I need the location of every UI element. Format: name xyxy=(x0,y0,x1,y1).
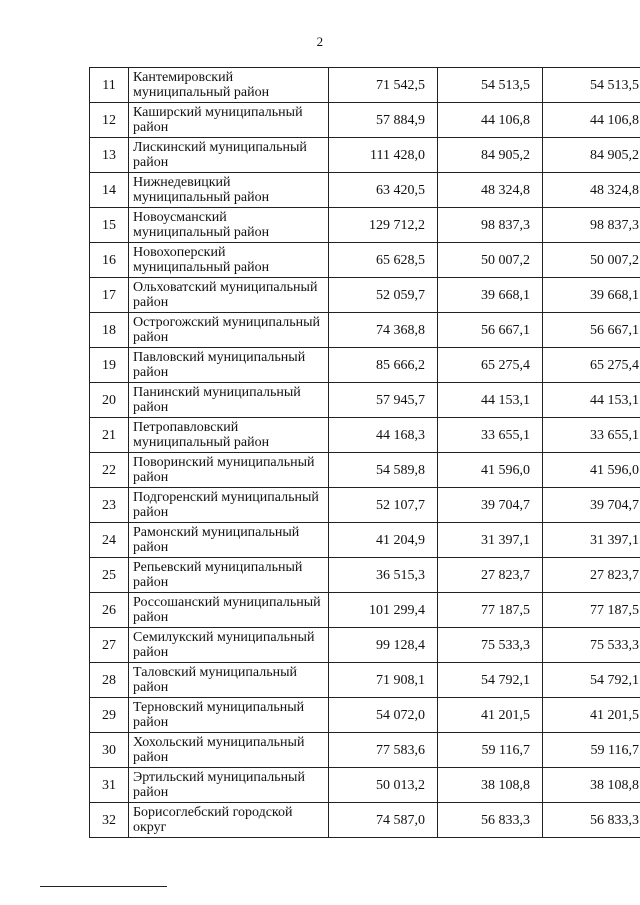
table-row xyxy=(90,523,640,558)
value-column-2: 50 007,2 xyxy=(438,243,543,278)
municipality-name: Кантемировский муниципальный район xyxy=(129,68,329,103)
table-row xyxy=(90,313,640,348)
table-row xyxy=(90,803,640,838)
value-column-2: 39 704,7 xyxy=(438,488,543,523)
row-number: 30 xyxy=(90,733,129,768)
value-column-1: 85 666,2 xyxy=(329,348,438,383)
row-number: 15 xyxy=(90,208,129,243)
value-column-3: 39 704,7 xyxy=(543,488,640,523)
table-row xyxy=(90,628,640,663)
municipality-name: Семилукский муниципальный район xyxy=(129,628,329,663)
value-column-2: 38 108,8 xyxy=(438,768,543,803)
value-column-3: 38 108,8 xyxy=(543,768,640,803)
row-number: 26 xyxy=(90,593,129,628)
row-number: 20 xyxy=(90,383,129,418)
municipality-name: Каширский муниципальный район xyxy=(129,103,329,138)
row-number: 11 xyxy=(90,68,129,103)
value-column-1: 99 128,4 xyxy=(329,628,438,663)
table-row xyxy=(90,138,640,173)
municipality-name: Таловский муниципальный район xyxy=(129,663,329,698)
value-column-1: 74 368,8 xyxy=(329,313,438,348)
value-column-3: 27 823,7 xyxy=(543,558,640,593)
value-column-3: 98 837,3 xyxy=(543,208,640,243)
value-column-1: 52 059,7 xyxy=(329,278,438,313)
value-column-1: 41 204,9 xyxy=(329,523,438,558)
page-number: 2 xyxy=(316,34,324,49)
value-column-3: 54 513,5 xyxy=(543,68,640,103)
value-column-1: 74 587,0 xyxy=(329,803,438,838)
municipality-name: Россошанский муниципальный район xyxy=(129,593,329,628)
value-column-2: 39 668,1 xyxy=(438,278,543,313)
value-column-1: 54 589,8 xyxy=(329,453,438,488)
table-row xyxy=(90,453,640,488)
value-column-1: 57 884,9 xyxy=(329,103,438,138)
value-column-3: 84 905,2 xyxy=(543,138,640,173)
table-row xyxy=(90,663,640,698)
value-column-3: 48 324,8 xyxy=(543,173,640,208)
value-column-3: 33 655,1 xyxy=(543,418,640,453)
value-column-1: 36 515,3 xyxy=(329,558,438,593)
municipality-name: Подгоренский муниципальный район xyxy=(129,488,329,523)
row-number: 12 xyxy=(90,103,129,138)
value-column-3: 56 833,3 xyxy=(543,803,640,838)
municipality-name: Хохольский муниципальный район xyxy=(129,733,329,768)
value-column-3: 44 106,8 xyxy=(543,103,640,138)
row-number: 23 xyxy=(90,488,129,523)
row-number: 16 xyxy=(90,243,129,278)
value-column-3: 59 116,7 xyxy=(543,733,640,768)
row-number: 19 xyxy=(90,348,129,383)
row-number: 28 xyxy=(90,663,129,698)
table-row xyxy=(90,488,640,523)
value-column-1: 111 428,0 xyxy=(329,138,438,173)
municipality-name: Петропавловский муниципальный район xyxy=(129,418,329,453)
value-column-2: 54 513,5 xyxy=(438,68,543,103)
table-row xyxy=(90,103,640,138)
table-row xyxy=(90,173,640,208)
value-column-1: 54 072,0 xyxy=(329,698,438,733)
value-column-3: 39 668,1 xyxy=(543,278,640,313)
table-body xyxy=(90,68,640,838)
municipality-name: Новохоперский муниципальный район xyxy=(129,243,329,278)
table-row xyxy=(90,418,640,453)
value-column-2: 84 905,2 xyxy=(438,138,543,173)
table-row xyxy=(90,733,640,768)
table-row xyxy=(90,593,640,628)
value-column-2: 98 837,3 xyxy=(438,208,543,243)
value-column-3: 44 153,1 xyxy=(543,383,640,418)
value-column-1: 101 299,4 xyxy=(329,593,438,628)
value-column-3: 65 275,4 xyxy=(543,348,640,383)
value-column-2: 75 533,3 xyxy=(438,628,543,663)
value-column-3: 41 201,5 xyxy=(543,698,640,733)
value-column-1: 71 908,1 xyxy=(329,663,438,698)
municipality-name: Панинский муниципальный район xyxy=(129,383,329,418)
row-number: 17 xyxy=(90,278,129,313)
value-column-1: 71 542,5 xyxy=(329,68,438,103)
table-row xyxy=(90,383,640,418)
value-column-3: 54 792,1 xyxy=(543,663,640,698)
table-row xyxy=(90,68,640,103)
municipality-name: Терновский муниципальный район xyxy=(129,698,329,733)
value-column-3: 56 667,1 xyxy=(543,313,640,348)
value-column-1: 52 107,7 xyxy=(329,488,438,523)
footnote-separator xyxy=(40,886,167,887)
municipality-name: Острогожский муниципальный район xyxy=(129,313,329,348)
value-column-2: 44 106,8 xyxy=(438,103,543,138)
municipality-name: Борисоглебский городской округ xyxy=(129,803,329,838)
row-number: 31 xyxy=(90,768,129,803)
row-number: 27 xyxy=(90,628,129,663)
municipality-name: Лискинский муниципальный район xyxy=(129,138,329,173)
value-column-1: 77 583,6 xyxy=(329,733,438,768)
table-row xyxy=(90,348,640,383)
value-column-2: 54 792,1 xyxy=(438,663,543,698)
value-column-1: 50 013,2 xyxy=(329,768,438,803)
value-column-2: 77 187,5 xyxy=(438,593,543,628)
row-number: 18 xyxy=(90,313,129,348)
value-column-2: 41 596,0 xyxy=(438,453,543,488)
value-column-2: 31 397,1 xyxy=(438,523,543,558)
row-number: 24 xyxy=(90,523,129,558)
value-column-3: 77 187,5 xyxy=(543,593,640,628)
value-column-1: 57 945,7 xyxy=(329,383,438,418)
value-column-3: 75 533,3 xyxy=(543,628,640,663)
value-column-2: 48 324,8 xyxy=(438,173,543,208)
value-column-1: 65 628,5 xyxy=(329,243,438,278)
value-column-1: 44 168,3 xyxy=(329,418,438,453)
municipality-name: Репьевский муниципальный район xyxy=(129,558,329,593)
municipality-name: Новоусманский муниципальный район xyxy=(129,208,329,243)
value-column-1: 63 420,5 xyxy=(329,173,438,208)
value-column-2: 44 153,1 xyxy=(438,383,543,418)
municipality-name: Рамонский муниципальный район xyxy=(129,523,329,558)
value-column-3: 41 596,0 xyxy=(543,453,640,488)
municipality-name: Эртильский муниципальный район xyxy=(129,768,329,803)
table-row xyxy=(90,243,640,278)
table-row xyxy=(90,278,640,313)
municipality-name: Поворинский муниципальный район xyxy=(129,453,329,488)
value-column-2: 56 833,3 xyxy=(438,803,543,838)
table-row xyxy=(90,558,640,593)
row-number: 32 xyxy=(90,803,129,838)
row-number: 21 xyxy=(90,418,129,453)
value-column-2: 59 116,7 xyxy=(438,733,543,768)
value-column-1: 129 712,2 xyxy=(329,208,438,243)
budget-table xyxy=(89,67,640,838)
value-column-3: 31 397,1 xyxy=(543,523,640,558)
municipality-name: Ольховатский муниципальный район xyxy=(129,278,329,313)
table-row xyxy=(90,208,640,243)
municipality-name: Нижнедевицкий муниципальный район xyxy=(129,173,329,208)
value-column-2: 41 201,5 xyxy=(438,698,543,733)
value-column-2: 56 667,1 xyxy=(438,313,543,348)
row-number: 22 xyxy=(90,453,129,488)
value-column-2: 33 655,1 xyxy=(438,418,543,453)
row-number: 14 xyxy=(90,173,129,208)
row-number: 13 xyxy=(90,138,129,173)
value-column-3: 50 007,2 xyxy=(543,243,640,278)
value-column-2: 65 275,4 xyxy=(438,348,543,383)
row-number: 25 xyxy=(90,558,129,593)
table-row xyxy=(90,698,640,733)
value-column-2: 27 823,7 xyxy=(438,558,543,593)
table-row xyxy=(90,768,640,803)
municipality-name: Павловский муниципальный район xyxy=(129,348,329,383)
row-number: 29 xyxy=(90,698,129,733)
